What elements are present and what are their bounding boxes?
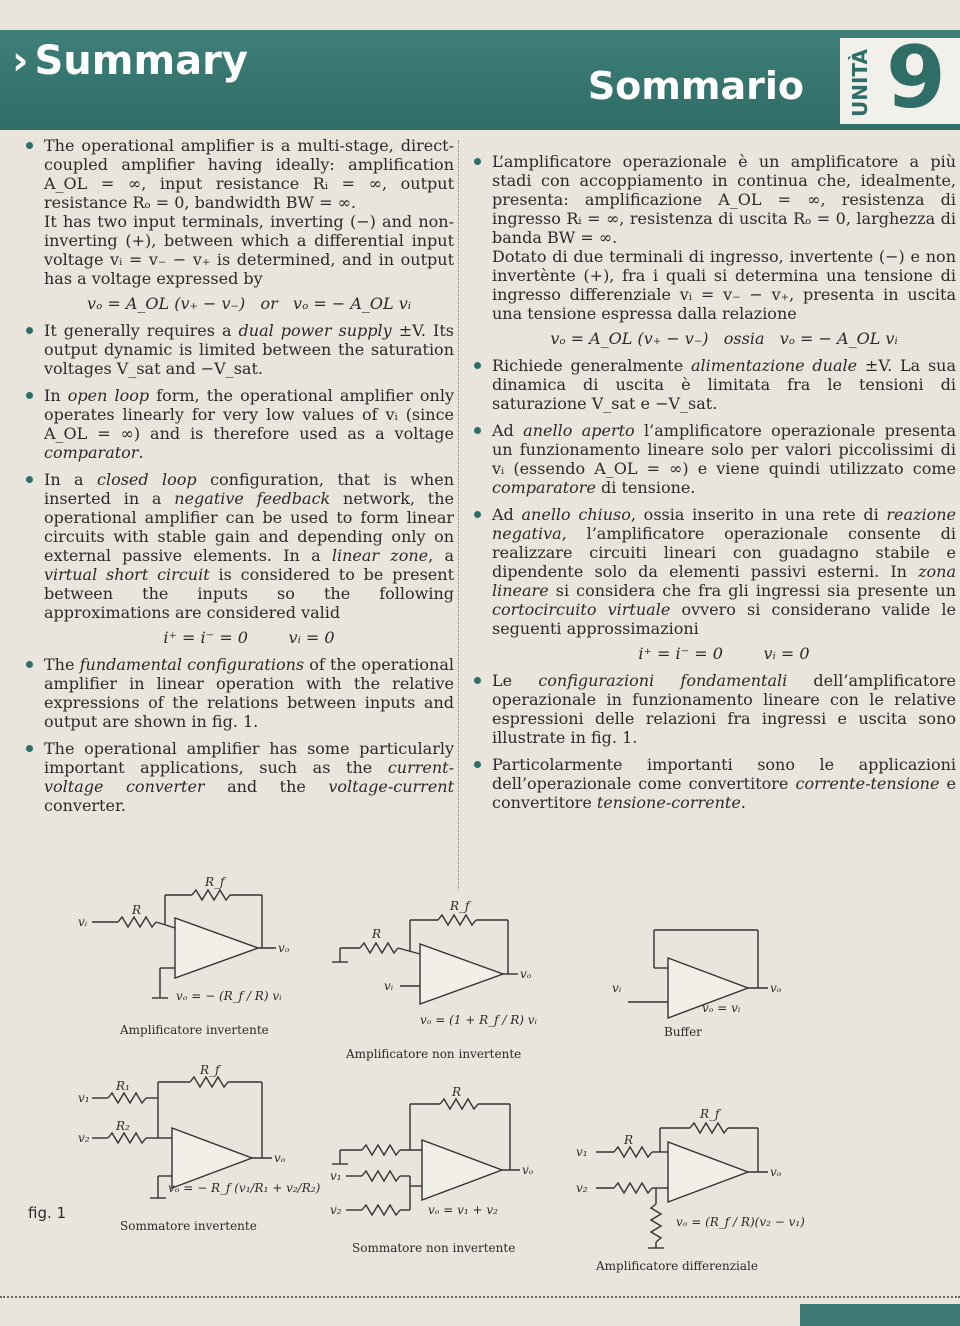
resistor-rf [438, 915, 476, 925]
emphasis: configurazioni fondamentali [538, 671, 788, 690]
paragraph: The operational amplifier is a multi-stage, direct-coupled amplifier having ideally: amplification A_OL = ∞, input resistance Rᵢ = ∞, output resistance Rₒ = 0, bandwidth BW = ∞. [44, 136, 454, 212]
equation: vₒ = − (R_f / R) vᵢ [176, 989, 282, 1003]
equation: vₒ = vᵢ [702, 1001, 741, 1015]
resistor-r-feedback [440, 1099, 478, 1109]
opamp-triangle [668, 1142, 748, 1202]
text: e convertitore [492, 774, 956, 812]
label-rf: R_f [205, 875, 225, 889]
formula: i⁺ = i⁻ = 0 vᵢ = 0 [638, 644, 810, 663]
bottom-dotted-rule [0, 1296, 960, 1298]
label-v1: v₁ [576, 1145, 588, 1159]
emphasis: open loop [67, 386, 150, 405]
label-rf: R_f [200, 1063, 220, 1077]
label-v2: v₂ [78, 1131, 90, 1145]
emphasis: alimentazione duale [690, 356, 858, 375]
emphasis: linear zone [331, 546, 429, 565]
opamp-triangle [422, 1140, 502, 1200]
text: form, the operational amplifier only operates linearly for very low values of vᵢ (since A_OL = ∞) and is therefore used as a voltage [44, 386, 455, 443]
text: is considered to be present between the inputs so the following approximations are considered valid [44, 565, 454, 622]
emphasis: comparator [44, 443, 139, 462]
differential-amplifier-circuit [596, 1123, 768, 1248]
text: of the operational amplifier in linear operation with the relative expressions of the relations between inputs and output are shown in fig. 1. [44, 655, 455, 731]
label-vi: vᵢ [384, 979, 394, 993]
text: Richiede generalmente [492, 356, 691, 375]
emphasis: virtual short circuit [44, 565, 210, 584]
paragraph: It has two input terminals, inverting (−) and non-inverting (+), between which a differential input voltage vᵢ = v₋ − v₊ is determined, and in output has a voltage expressed by [44, 212, 454, 288]
emphasis: fundamental configurations [79, 655, 305, 674]
resistor-r2 [108, 1133, 146, 1143]
text: si considera che fra gli ingressi sia presente un [548, 581, 956, 600]
emphasis: cortocircuito virtuale [492, 600, 671, 619]
label-v2: v₂ [330, 1203, 342, 1217]
text: In [44, 386, 68, 405]
label-rf: R_f [450, 899, 470, 913]
text: and the [204, 777, 329, 796]
emphasis: current-voltage converter [44, 758, 454, 796]
label-v2: v₂ [576, 1181, 588, 1195]
emphasis: reazione negativa [492, 505, 957, 543]
label-vo: vₒ [278, 941, 290, 955]
sommario-title: Sommario [587, 64, 804, 108]
equation: vₒ = (1 + R_f / R) vᵢ [420, 1013, 537, 1027]
label-r: R [372, 927, 382, 941]
label-vo: vₒ [522, 1163, 534, 1177]
text: . [740, 793, 746, 812]
resistor-rf [192, 890, 230, 900]
text: Le [492, 671, 539, 690]
resistor-r1 [108, 1093, 146, 1103]
equation: vₒ = − R_f (v₁/R₁ + v₂/R₂) [168, 1181, 321, 1195]
equation: vₒ = (R_f / R)(v₂ − v₁) [676, 1215, 805, 1229]
emphasis: negative feedback [174, 489, 331, 508]
text: converter. [44, 796, 126, 815]
text: ±V. La sua dinamica di uscita è limitata fra le tensioni di saturazione V_sat e −V_sat. [492, 356, 957, 413]
opamp-triangle [172, 1128, 252, 1188]
non-inverting-amplifier-circuit [332, 915, 518, 1004]
text: ±V. Its output dynamic is limited between the saturation voltages V_sat and −V_sat. [44, 321, 455, 378]
emphasis: anello chiuso [521, 505, 631, 524]
text: In a [44, 470, 97, 489]
emphasis: corrente-tensione [795, 774, 940, 793]
label-r: R [624, 1133, 634, 1147]
resistor-r-in2 [362, 1205, 400, 1215]
resistor-rf-top [690, 1123, 728, 1133]
text: Ad [492, 505, 522, 524]
label-r: R [452, 1085, 462, 1099]
text: Ad [492, 421, 524, 440]
emphasis: dual power supply [238, 321, 392, 340]
label-v1: v₁ [330, 1169, 342, 1183]
label-r2: R₂ [116, 1119, 130, 1133]
text: , a [428, 546, 454, 565]
text: , ossia inserito in una rete di [630, 505, 887, 524]
text: l’amplificatore operazionale presenta un funzionamento lineare solo per valori piccolissimi di vᵢ (essendo A_OL = ∞) e viene quindi utilizzato come [492, 421, 956, 478]
resistor-r [362, 1145, 400, 1155]
summary-title-text: Summary [34, 38, 248, 84]
label-vo: vₒ [770, 1165, 782, 1179]
opamp-triangle [420, 944, 503, 1004]
text: di tensione. [595, 478, 696, 497]
text: network, the operational amplifier can be used to form linear circuits with stable gain and depending only on external passive elements. In a [44, 489, 454, 565]
page-corner-tab [800, 1304, 960, 1326]
resistor-r-in1 [362, 1171, 400, 1181]
paragraph: L’amplificatore operazionale è un amplificatore a più stadi con accoppiamento in continua che, idealmente, presenta: amplificazione A_OL = ∞, resistenza di ingresso Rᵢ = ∞, resistenza di uscita Rₒ = 0, larghezza di banda BW = ∞. [492, 152, 956, 247]
equation: vₒ = v₁ + v₂ [428, 1203, 498, 1217]
label-vo: vₒ [520, 967, 532, 981]
emphasis: tensione-corrente [596, 793, 741, 812]
resistor-r2 [614, 1183, 652, 1193]
label-rf: R_f [700, 1107, 720, 1121]
non-inverting-summer-circuit [332, 1099, 520, 1215]
caption: Amplificatore invertente [120, 1023, 269, 1037]
inverting-amplifier-circuit [92, 890, 276, 998]
text: The operational amplifier has some particularly important applications, such as the [44, 739, 454, 777]
unit-label: UNITÀ [848, 49, 872, 117]
formula: vₒ = A_OL (v₊ − v₋) or vₒ = − A_OL vᵢ [87, 294, 411, 313]
opamp-triangle [175, 918, 258, 978]
text: , l’amplificatore operazionale consente di realizzare circuiti lineari con guadagno stabile e dipendente solo da elementi passivi esterni. In [492, 524, 956, 581]
caption: Amplificatore non invertente [346, 1047, 522, 1061]
chevron-right-icon: › [12, 38, 29, 84]
caption: Amplificatore differenziale [596, 1259, 758, 1273]
label-vi: vᵢ [78, 915, 88, 929]
paragraph: Dotato di due terminali di ingresso, invertente (−) e non invertènte (+), fra i quali si determina una tensione di ingresso differenziale vᵢ = v₋ − v₊, presenta in uscita una tensione espressa dalla relazione [492, 247, 956, 323]
emphasis: voltage-current [328, 777, 455, 796]
text: The [44, 655, 80, 674]
label-vo: vₒ [770, 981, 782, 995]
resistor-r [360, 943, 398, 953]
caption: Sommatore invertente [120, 1219, 257, 1233]
text: It generally requires a [44, 321, 239, 340]
resistor-rf [190, 1077, 228, 1087]
label-vi: vᵢ [612, 981, 622, 995]
emphasis: closed loop [97, 470, 197, 489]
text: Particolarmente importanti sono le applicazioni dell’operazionale come convertitore [492, 755, 956, 793]
caption: Sommatore non invertente [352, 1241, 516, 1255]
buffer-circuit [628, 930, 768, 1018]
formula: i⁺ = i⁻ = 0 vᵢ = 0 [163, 628, 335, 647]
text: dell’amplificatore operazionale in funzionamento lineare con le relative espressioni delle relazioni fra ingressi e uscita sono illustrate in fig. 1. [492, 671, 956, 747]
emphasis: comparatore [492, 478, 596, 497]
emphasis: anello aperto [523, 421, 635, 440]
resistor-r1 [614, 1147, 652, 1157]
emphasis: zona lineare [492, 562, 956, 600]
resistor-r [118, 917, 156, 927]
formula: vₒ = A_OL (v₊ − v₋) ossia vₒ = − A_OL vᵢ [550, 329, 898, 348]
text: . [138, 443, 144, 462]
figure-label: fig. 1 [28, 1204, 67, 1222]
label-v1: v₁ [78, 1091, 90, 1105]
label-r1: R₁ [116, 1079, 130, 1093]
text: ovvero si considerano valide le seguenti approssimazioni [492, 600, 956, 638]
inverting-summer-circuit [92, 1077, 272, 1198]
text: configuration, that is when inserted in a [44, 470, 454, 508]
unit-number: 9 [886, 28, 946, 128]
label-r: R [132, 903, 142, 917]
resistor-rf-ground [651, 1204, 661, 1242]
caption: Buffer [664, 1025, 702, 1039]
label-vo: vₒ [274, 1151, 286, 1165]
